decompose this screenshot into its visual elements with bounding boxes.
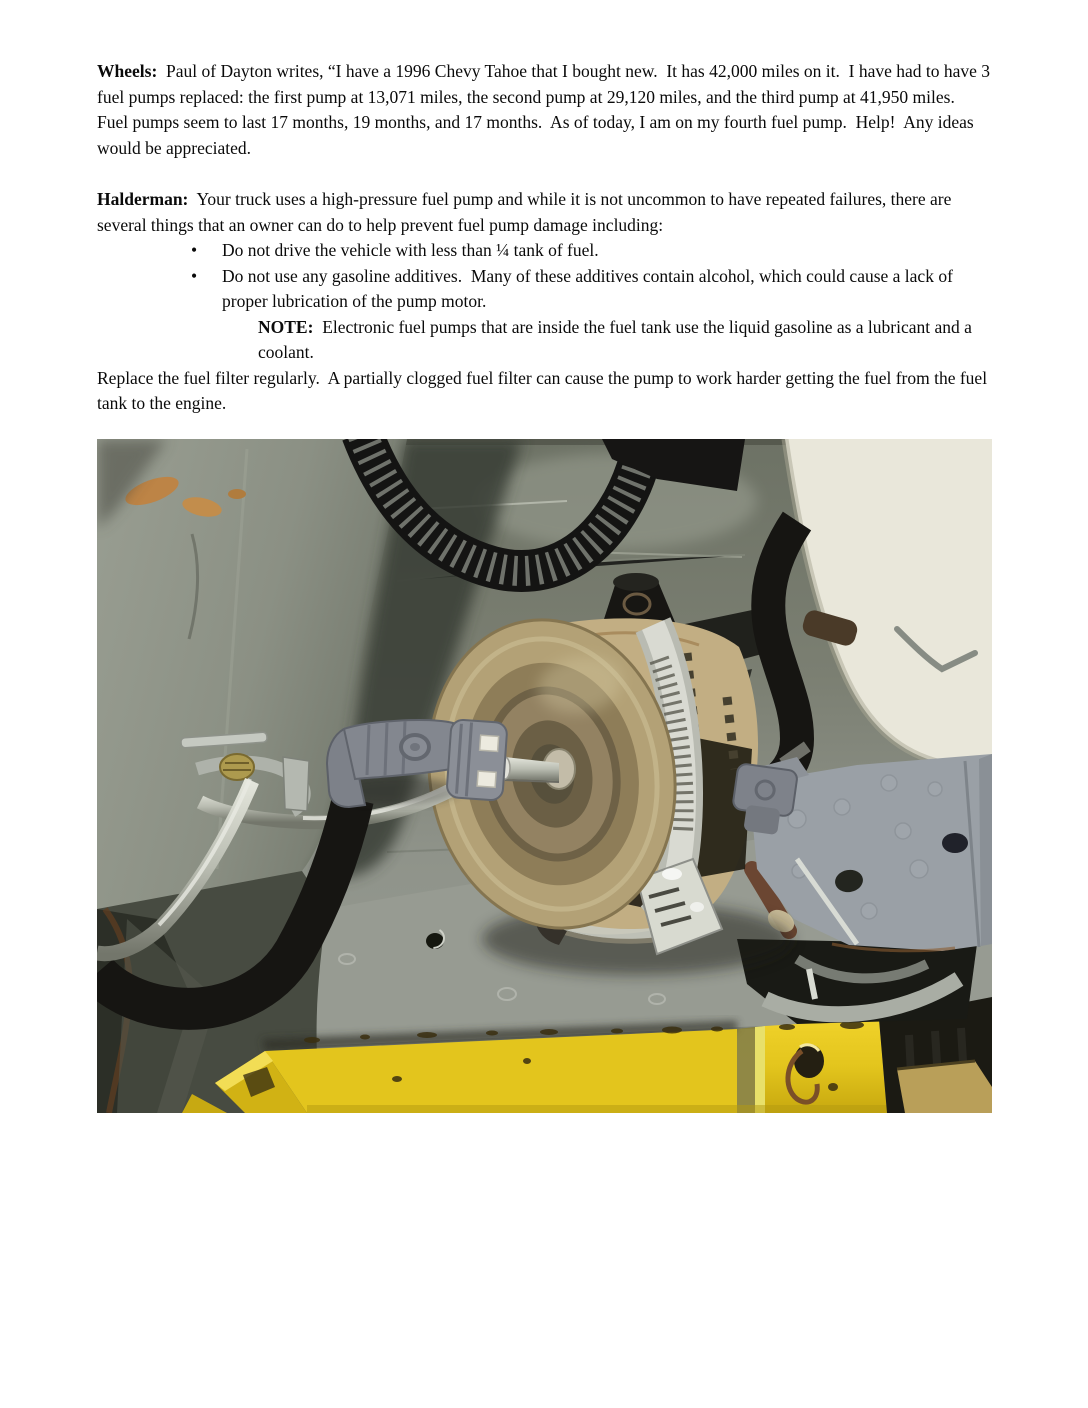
quick-connect-elbow — [327, 719, 508, 807]
bracket-hole — [942, 833, 968, 853]
fuel-filter-photo — [97, 439, 992, 1113]
paragraph-wheels — [97, 59, 995, 161]
note-paragraph — [258, 315, 992, 366]
halderman-text: Your truck uses a high-pressure fuel pump and while it is not uncommon to have repeated failures, there are several things that an owner can do to help prevent fuel pump damage including: — [97, 189, 956, 235]
brass-bolt — [220, 754, 254, 780]
note-text: Electronic fuel pumps that are inside the fuel tank use the liquid gasoline as a lubricant and a coolant. — [258, 316, 977, 362]
halderman-label: Halderman: — [97, 189, 189, 209]
prevention-list — [97, 238, 992, 315]
paragraph-closing — [97, 366, 992, 417]
connector-collar — [446, 719, 507, 801]
note-label: NOTE: — [258, 316, 314, 337]
clip-window — [477, 771, 496, 787]
beam-hole — [794, 1044, 824, 1078]
list-item — [222, 238, 992, 264]
bullet-text: Do not drive the vehicle with less than ¼ tank of fuel. — [222, 240, 599, 260]
closing-text: Replace the fuel filter regularly. A partially clogged fuel filter can cause the pump to work harder getting the fuel from the fuel tank to the engine. — [97, 367, 992, 413]
clip-window — [480, 735, 499, 751]
paragraph-halderman — [97, 187, 992, 238]
bullet-text: Do not use any gasoline additives. Many of these additives contain alcohol, which could cause a lack of proper lubrication of the pump motor. — [222, 265, 958, 311]
wheels-text: Paul of Dayton writes, “I have a 1996 Chevy Tahoe that I bought new. It has 42,000 miles on it. I have had to have 3 fuel pumps replaced: the first pump at 13,071 miles, the second pump at 29,120 miles, and the third pump at 41,950 miles. Fuel pumps seem to last 17 months, 19 months, and 17 months. As of today, I am on my fourth fuel pump. Help! Any ideas would be appreciated. — [97, 61, 995, 158]
list-item — [222, 264, 992, 315]
wheels-label: Wheels: — [97, 61, 158, 81]
